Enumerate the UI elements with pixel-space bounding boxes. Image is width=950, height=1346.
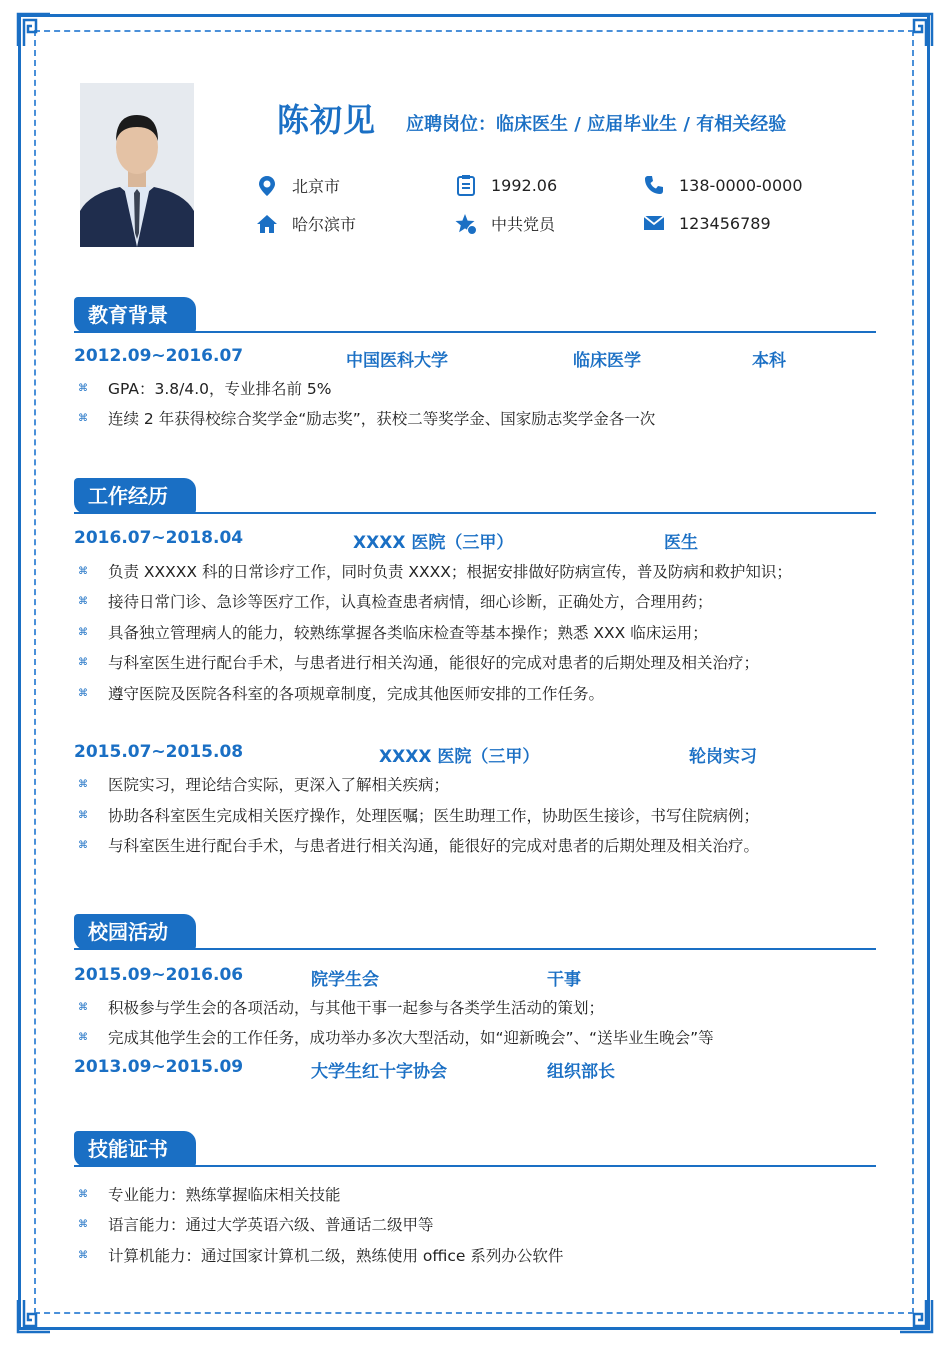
job-position: 应聘岗位：临床医生 / 应届毕业生 / 有相关经验 (406, 114, 787, 135)
list-item: ⌘ 协助各科室医生完成相关医疗操作，处理医嘱；医生助理工作，协助医生接诊，书写住院病例； (78, 807, 760, 825)
list-item: ⌘ 积极参与学生会的各项活动，与其他干事一起参与各类学生活动的策划； (78, 999, 605, 1017)
section-title-skills: 技能证书 (74, 1131, 196, 1167)
edu-major: 临床医学 (573, 351, 641, 371)
bullet-icon: ⌘ (78, 1001, 88, 1013)
info-birth (455, 174, 557, 196)
bullet-icon: ⌘ (78, 1031, 88, 1043)
section-title-work: 工作经历 (74, 478, 196, 514)
email-text: 123456789 (679, 213, 771, 233)
calendar-icon (455, 174, 477, 196)
bullet-icon: ⌘ (78, 656, 88, 668)
campus-date: 2013.09~2015.09 (74, 1057, 244, 1077)
list-item: ⌘ 连续 2 年获得校综合奖学金“励志奖”，获校二等奖学金、国家励志奖学金各一次 (78, 410, 656, 428)
bullet-icon: ⌘ (78, 778, 88, 790)
bullet-icon: ⌘ (78, 1218, 88, 1230)
corner-ornament (16, 12, 52, 48)
info-hometown (256, 212, 356, 235)
bullet-icon: ⌘ (78, 687, 88, 699)
birth-text: 1992.06 (491, 175, 558, 195)
mail-icon (643, 212, 665, 234)
corner-ornament (898, 12, 934, 48)
list-item: ⌘ GPA：3.8/4.0，专业排名前 5% (78, 380, 332, 398)
edu-date: 2012.09~2016.07 (74, 346, 244, 366)
campus-org: 大学生红十字协会 (311, 1062, 447, 1082)
bullet-icon: ⌘ (78, 1249, 88, 1261)
corner-ornament (16, 1298, 52, 1334)
candidate-name: 陈初见 (277, 101, 377, 139)
work-date: 2016.07~2018.04 (74, 528, 244, 548)
work-date: 2015.07~2015.08 (74, 742, 244, 762)
list-item: ⌘ 接待日常门诊、急诊等医疗工作，认真检查患者病情，细心诊断，正确处方，合理用药； (78, 593, 713, 611)
profile-photo (80, 83, 194, 247)
politics-text: 中共党员 (491, 215, 556, 234)
list-item: ⌘ 医院实习，理论结合实际，更深入了解相关疾病； (78, 776, 450, 794)
star-icon (455, 213, 477, 235)
bullet-icon: ⌘ (78, 626, 88, 638)
list-item: ⌘ 负责 XXXXX 科的日常诊疗工作，同时负责 XXXX；根据安排做好防病宣传，普及防病和救护知识； (78, 563, 792, 581)
section-divider (74, 1165, 876, 1167)
list-item: ⌘ 专业能力：熟练掌握临床相关技能 (78, 1186, 341, 1204)
info-politics (455, 212, 555, 235)
section-title-education: 教育背景 (74, 297, 196, 333)
location-text: 北京市 (292, 177, 341, 196)
info-phone (643, 174, 803, 196)
work-role: 医生 (664, 533, 698, 553)
work-org: XXXX 医院（三甲） (379, 747, 540, 767)
work-org: XXXX 医院（三甲） (353, 533, 514, 553)
edu-school: 中国医科大学 (346, 351, 448, 371)
campus-org: 院学生会 (311, 970, 379, 990)
edu-degree: 本科 (752, 351, 786, 371)
list-item: ⌘ 与科室医生进行配台手术，与患者进行相关沟通，能很好的完成对患者的后期处理及相关治疗； (78, 654, 760, 672)
campus-role: 组织部长 (547, 1062, 615, 1082)
list-item: ⌘ 完成其他学生会的工作任务，成功举办多次大型活动，如“迎新晚会”、“送毕业生晚会”等 (78, 1029, 714, 1047)
section-title-campus: 校园活动 (74, 914, 196, 950)
list-item: ⌘ 遵守医院及医院各科室的各项规章制度，完成其他医师安排的工作任务。 (78, 685, 605, 703)
location-icon (256, 175, 278, 197)
work-role: 轮岗实习 (689, 747, 757, 767)
info-location (256, 174, 340, 197)
phone-text: 138-0000-0000 (679, 175, 803, 195)
bullet-icon: ⌘ (78, 595, 88, 607)
list-item: ⌘ 与科室医生进行配台手术，与患者进行相关沟通，能很好的完成对患者的后期处理及相关治疗。 (78, 837, 760, 855)
list-item: ⌘ 语言能力：通过大学英语六级、普通话二级甲等 (78, 1216, 434, 1234)
bullet-icon: ⌘ (78, 1188, 88, 1200)
bullet-icon: ⌘ (78, 412, 88, 424)
home-icon (256, 213, 278, 235)
hometown-text: 哈尔滨市 (292, 215, 357, 234)
bullet-icon: ⌘ (78, 565, 88, 577)
list-item: ⌘ 具备独立管理病人的能力，较熟练掌握各类临床检查等基本操作；熟悉 XXX 临床运用； (78, 624, 708, 642)
info-email (643, 212, 771, 234)
bullet-icon: ⌘ (78, 839, 88, 851)
section-divider (74, 948, 876, 950)
section-divider (74, 331, 876, 333)
campus-date: 2015.09~2016.06 (74, 965, 244, 985)
campus-role: 干事 (547, 970, 581, 990)
corner-ornament (898, 1298, 934, 1334)
bullet-icon: ⌘ (78, 382, 88, 394)
bullet-icon: ⌘ (78, 809, 88, 821)
section-divider (74, 512, 876, 514)
list-item: ⌘ 计算机能力：通过国家计算机二级，熟练使用 office 系列办公软件 (78, 1247, 564, 1265)
phone-icon (643, 174, 665, 196)
